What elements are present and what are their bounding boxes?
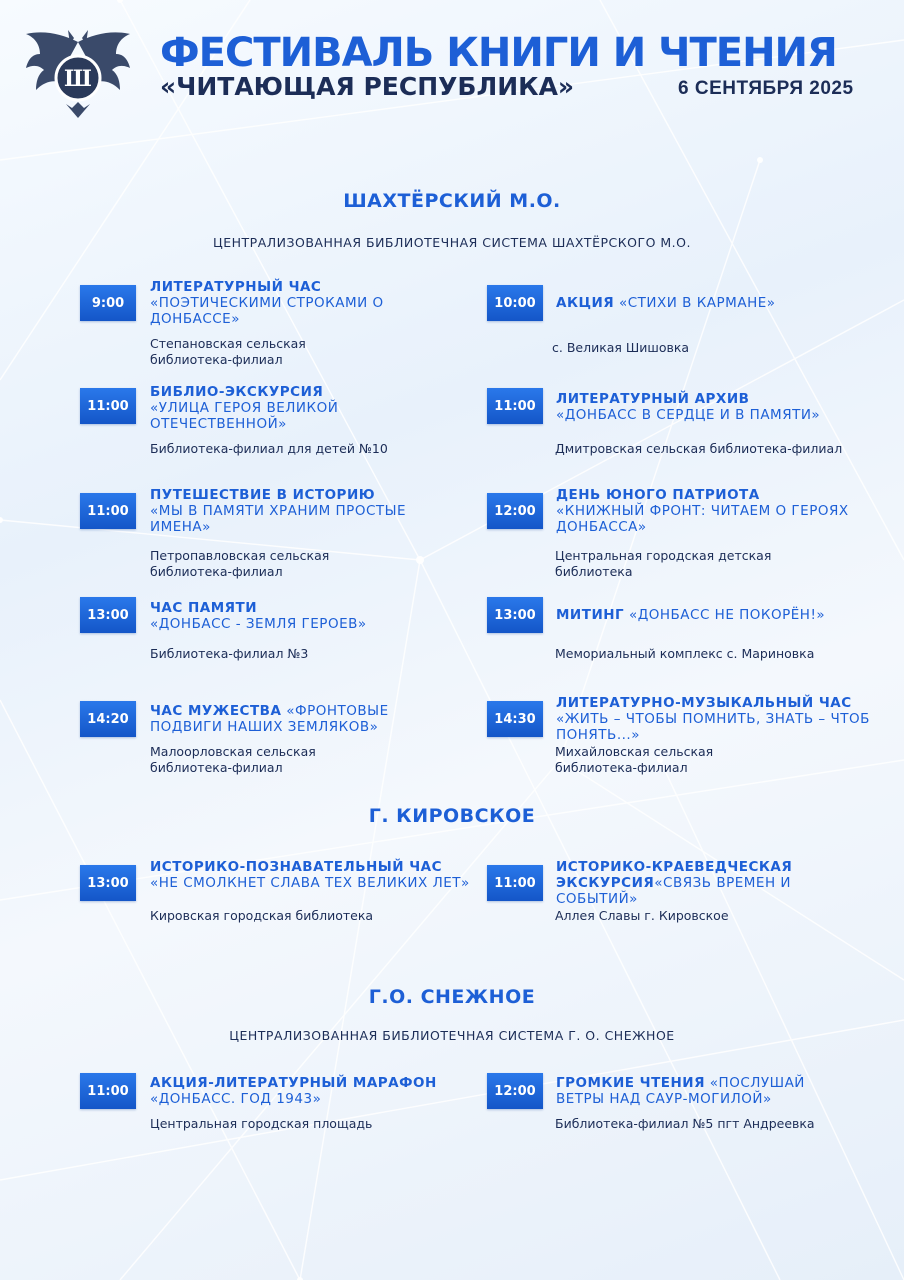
- event-title: [556, 607, 896, 623]
- event-type: ПУТЕШЕСТВИЕ В ИСТОРИЮ: [150, 487, 376, 503]
- event-place: Библиотека-филиал №3: [150, 646, 309, 661]
- event-name: «ФРОНТОВЫЕ ПОДВИГИ НАШИХ ЗЕМЛЯКОВ»: [150, 703, 389, 735]
- event-name: «ДОНБАСС - ЗЕМЛЯ ГЕРОЕВ»: [150, 616, 367, 632]
- event-time: 13:00: [80, 865, 136, 901]
- event-place: Степановская сельская библиотека-филиал: [150, 336, 306, 367]
- event-name: «СТИХИ В КАРМАНЕ»: [619, 295, 776, 311]
- event-title: [556, 295, 896, 311]
- event-type: ЧАС ПАМЯТИ: [150, 600, 258, 616]
- event-type: МИТИНГ: [556, 607, 625, 623]
- event-type: ЛИТЕРАТУРНЫЙ АРХИВ: [556, 391, 750, 407]
- event-time: 10:00: [487, 285, 543, 321]
- event-name: «ПОЭТИЧЕСКИМИ СТРОКАМИ О ДОНБАССЕ»: [150, 295, 384, 327]
- event-place: Михайловская сельская библиотека-филиал: [555, 744, 714, 775]
- event-type: ГРОМКИЕ ЧТЕНИЯ: [556, 1075, 705, 1091]
- event-type: ИСТОРИКО-ПОЗНАВАТЕЛЬНЫЙ ЧАС: [150, 859, 443, 875]
- section-subtitle-shakhtyorsk: ЦЕНТРАЛИЗОВАННАЯ БИБЛИОТЕЧНАЯ СИСТЕМА ШАХТЁРСКОГО М.О.: [213, 235, 691, 250]
- event-title: [556, 859, 856, 907]
- event-time: 11:00: [80, 493, 136, 529]
- event-title: [556, 391, 896, 423]
- event-type: АКЦИЯ-ЛИТЕРАТУРНЫЙ МАРАФОН: [150, 1075, 437, 1091]
- event-name: «МЫ В ПАМЯТИ ХРАНИМ ПРОСТЫЕ ИМЕНА»: [150, 503, 407, 535]
- event-time: 9:00: [80, 285, 136, 321]
- event-date: 6 СЕНТЯБРЯ 2025: [678, 78, 854, 99]
- event-type: ЛИТЕРАТУРНО-МУЗЫКАЛЬНЫЙ ЧАС: [556, 695, 852, 711]
- event-name: «ЖИТЬ – ЧТОБЫ ПОМНИТЬ, ЗНАТЬ – ЧТОБ ПОНЯТЬ...»: [556, 711, 870, 743]
- event-name: «ДОНБАСС НЕ ПОКОРЁН!»: [628, 607, 826, 623]
- event-name: «ПОСЛУШАЙ ВЕТРЫ НАД САУР-МОГИЛОЙ»: [556, 1075, 805, 1107]
- event-place: Библиотека-филиал №5 пгт Андреевка: [555, 1116, 815, 1131]
- event-place: Петропавловская сельская библиотека-филиал: [150, 548, 330, 579]
- event-time: 14:30: [487, 701, 543, 737]
- event-title: [150, 279, 440, 327]
- section-title-snezhnoe: Г.О. СНЕЖНОЕ: [368, 986, 536, 1008]
- event-place: Библиотека-филиал для детей №10: [150, 441, 388, 456]
- event-time: 12:00: [487, 493, 543, 529]
- event-type: ДЕНЬ ЮНОГО ПАТРИОТА: [556, 487, 760, 503]
- event-title: [150, 859, 480, 891]
- event-place: Центральная городская площадь: [150, 1116, 373, 1131]
- section-title-shakhtyorsk: ШАХТЁРСКИЙ М.О.: [343, 190, 561, 212]
- event-name: «НЕ СМОЛКНЕТ СЛАВА ТЕХ ВЕЛИКИХ ЛЕТ»: [150, 875, 470, 891]
- event-type: БИБЛИО-ЭКСКУРСИЯ: [150, 384, 324, 400]
- event-name: «СВЯЗЬ ВРЕМЕН И СОБЫТИЙ»: [556, 875, 791, 907]
- page-subtitle: «ЧИТАЮЩАЯ РЕСПУБЛИКА»: [160, 72, 575, 101]
- event-place: Мемориальный комплекс с. Мариновка: [555, 646, 815, 661]
- event-type: ЛИТЕРАТУРНЫЙ ЧАС: [150, 279, 322, 295]
- event-title: [150, 600, 490, 632]
- section-subtitle-snezhnoe: ЦЕНТРАЛИЗОВАННАЯ БИБЛИОТЕЧНАЯ СИСТЕМА Г. О. СНЕЖНОЕ: [229, 1028, 675, 1043]
- event-title: [556, 1075, 856, 1107]
- event-time: 11:00: [80, 1073, 136, 1109]
- event-name: «УЛИЦА ГЕРОЯ ВЕЛИКОЙ ОТЕЧЕСТВЕННОЙ»: [150, 400, 339, 432]
- event-title: [556, 695, 896, 743]
- page-title: ФЕСТИВАЛЬ КНИГИ И ЧТЕНИЯ: [160, 30, 837, 76]
- event-time: 11:00: [487, 388, 543, 424]
- event-time: 13:00: [80, 597, 136, 633]
- event-name: «ДОНБАСС. ГОД 1943»: [150, 1091, 322, 1107]
- event-place: Кировская городская библиотека: [150, 908, 374, 923]
- event-time: 13:00: [487, 597, 543, 633]
- event-place: Аллея Славы г. Кировское: [555, 908, 729, 923]
- svg-text:Ш: Ш: [64, 66, 92, 92]
- section-title-kirovskoe: Г. КИРОВСКОЕ: [368, 805, 536, 827]
- event-name: «КНИЖНЫЙ ФРОНТ: ЧИТАЕМ О ГЕРОЯХ ДОНБАССА»: [556, 503, 849, 535]
- event-type: АКЦИЯ: [556, 295, 615, 311]
- event-place: с. Великая Шишовка: [552, 340, 690, 355]
- event-title: [150, 487, 420, 535]
- event-time: 12:00: [487, 1073, 543, 1109]
- event-place: Центральная городская детская библиотека: [555, 548, 772, 579]
- event-time: 11:00: [80, 388, 136, 424]
- event-title: [556, 487, 856, 535]
- event-place: Малоорловская сельская библиотека-филиал: [150, 744, 316, 775]
- event-type: ИСТОРИКО-КРАЕВЕДЧЕСКАЯ ЭКСКУРСИЯ: [556, 859, 793, 891]
- event-place: Дмитровская сельская библиотека-филиал: [555, 441, 843, 456]
- event-time: 11:00: [487, 865, 543, 901]
- event-time: 14:20: [80, 701, 136, 737]
- dpr-eagle-emblem-icon: [22, 24, 134, 122]
- event-name: «ДОНБАСС В СЕРДЦЕ И В ПАМЯТИ»: [556, 407, 821, 423]
- event-type: ЧАС МУЖЕСТВА: [150, 703, 282, 719]
- event-title: [150, 384, 440, 432]
- event-title: [150, 703, 450, 735]
- event-title: [150, 1075, 480, 1107]
